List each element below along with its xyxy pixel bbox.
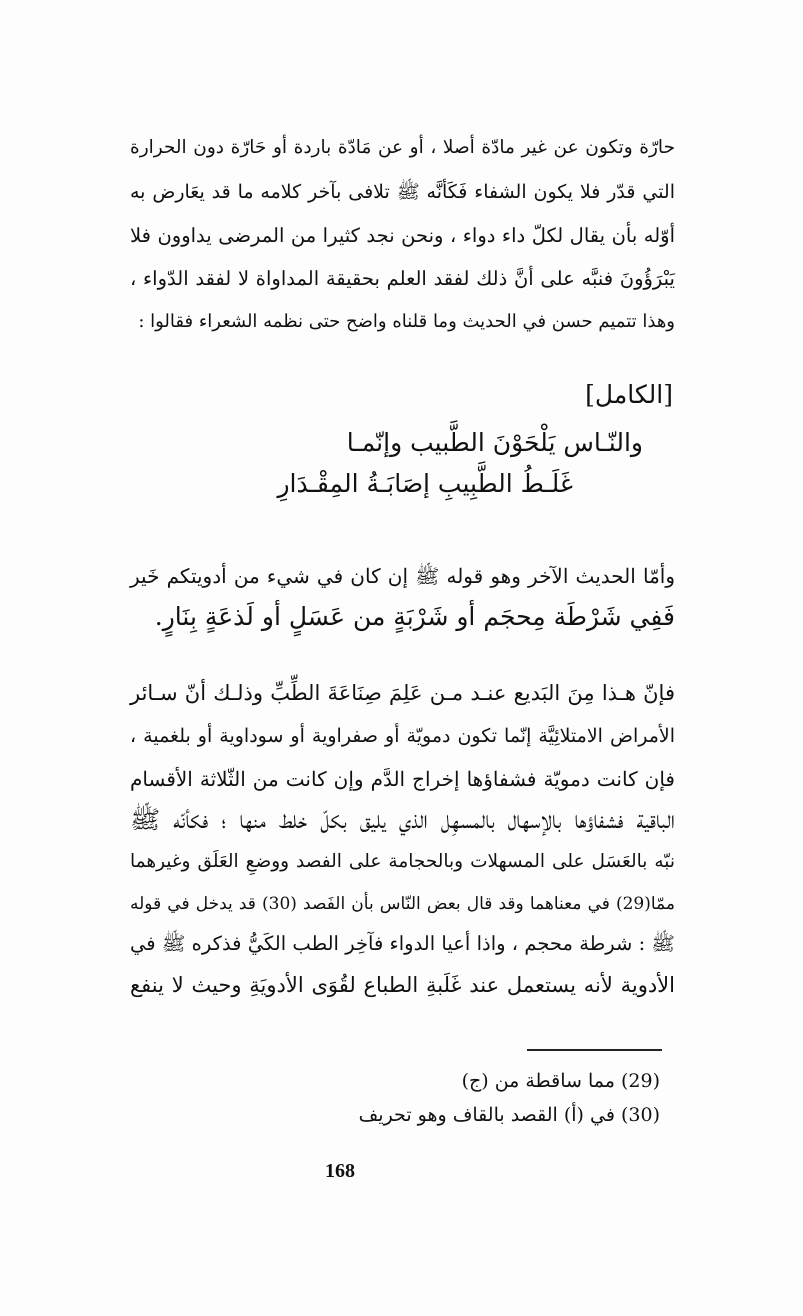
paragraph-2-line-1: وأمّا الحديث الآخر وهو قوله ﷺ إن كان في شيء من أدويتكم خَير (130, 564, 675, 588)
paragraph-2-line-2: فَفِي شَرْطَة مِحجَم أو شَرْبَةٍ من عَسَلٍ أو لَذعَةٍ بِنَارٍ. (154, 602, 675, 631)
paragraph-3-line-2: الأمراض الامتلائِيَّة إنّما تكون دمويّة أو صفراوية أو سوداوية أو بلغمية ، (130, 725, 675, 747)
paragraph-1-line-1: حارّة وتكون عن غير مادّة أصلا ، أو عن مَادّة باردة أو حَارّة دون الحرارة (130, 137, 675, 158)
paragraph-1-line-4: يَبْرَؤُونَ فنبَّه على أنَّ ذلك لفقد العلم بحقيقة المداواة لا لفقد الدّواء ، (130, 267, 675, 290)
paragraph-3-line-4: الباقية فشفاؤها بالإسهال بالمسهِل الذي يليق بكلّ خلط منها ؛ فكأنّه ﷺ (130, 805, 675, 834)
poetic-meter-label: [الكامل] (585, 380, 673, 409)
paragraph-1-line-3: أوّله بأن يقال لكلّ داء دواء ، ونحن نجد كثيرا من المرضى يداوون فلا (130, 224, 675, 247)
paragraph-3-line-8: الأدوية لأنه يستعمل عند غَلَبةِ الطباع لقُوَى الأدويَةِ وحيث لا ينفع (130, 973, 675, 997)
paragraph-3-line-5: نبّه بالعَسَل على المسهلات وبالحجامة على الفصد ووضعِ العَلَق وغيرهما (130, 851, 675, 872)
footnote-29: (29) مما ساقطة من (ج) (461, 1070, 660, 1092)
paragraph-1-line-2: التي قدّر فلا يكون الشفاء فَكَأنَّه ﷺ تلافى بآخر كلامه ما قد يعَارض به (130, 181, 675, 203)
page-number: 168 (325, 1160, 355, 1182)
footnote-30: (30) في (أ) القصد بالقاف وهو تحريف (358, 1104, 660, 1126)
paragraph-3-line-7: ﷺ : شرطة محجم ، واذا أعيا الدواء فآخِر الطب الكَيُّ فذكره ﷺ في (130, 932, 675, 955)
paragraph-1-line-5: وهذا تتميم حسن في الحديث وما قلناه واضح حتى نظمه الشعراء فقالوا : (138, 311, 675, 332)
verse-second-hemistich: غَلَـطُ الطَّبِيبِ إصَابَـةُ المِقْـدَارِ (277, 469, 573, 498)
paragraph-3-line-1: فإنّ هـذا مِنَ البَديع عنـد مـن عَلِمَ صِنَاعَةَ الطِّبِّ وذلـك أنّ سـائر (130, 681, 675, 705)
paragraph-3-line-6: ممّا(29) في معناهما وقد قال بعض النّاس بأن الفَصد (30) قد يدخل في قوله (130, 894, 675, 914)
verse-first-hemistich: والنّـاس يَلْحَوْنَ الطَّبيب وإنّمـا (346, 428, 643, 457)
paragraph-3-line-3: فإن كانت دمويّة فشفاؤها إخراج الدَّم وإن كانت من الثّلاثة الأقسام (130, 767, 675, 791)
footnote-separator (527, 1049, 662, 1051)
